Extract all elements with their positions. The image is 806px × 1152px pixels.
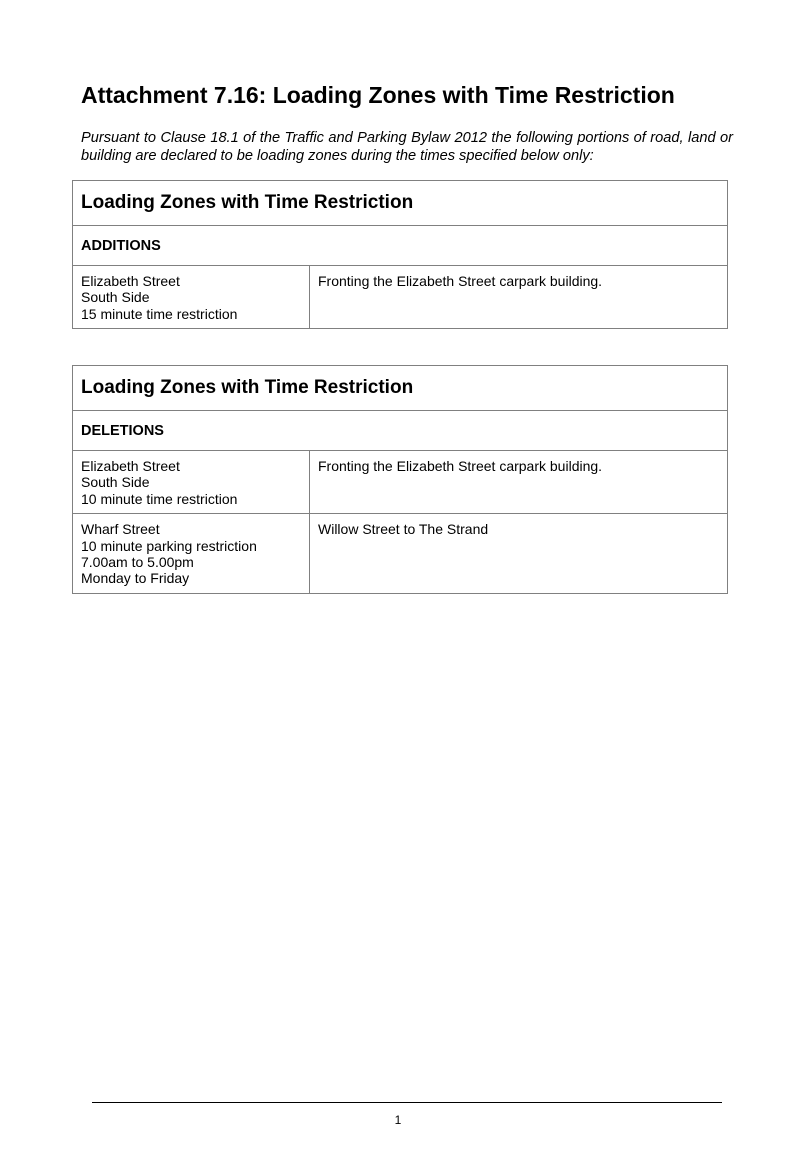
table-heading-row: [73, 366, 728, 411]
section-label-additions: ADDITIONS: [73, 226, 728, 266]
location-line: South Side: [81, 289, 150, 306]
table-row: [73, 451, 728, 514]
description-cell: [310, 514, 728, 594]
description-text: Fronting the Elizabeth Street carpark building.: [318, 458, 603, 474]
table-heading: Loading Zones with Time Restriction: [73, 181, 728, 226]
description-text: Willow Street to The Strand: [318, 521, 489, 538]
table-heading-row: [73, 181, 728, 226]
location-line: 10 minute parking restriction: [81, 537, 257, 554]
section-label-deletions: DELETIONS: [73, 411, 728, 451]
section-row: [73, 226, 728, 266]
deletions-table: [72, 365, 728, 594]
location-line: 15 minute time restriction: [81, 305, 238, 322]
description-text: Fronting the Elizabeth Street carpark building.: [318, 273, 603, 289]
page-number: 1: [394, 1113, 402, 1127]
location-line: 7.00am to 5.00pm: [81, 554, 194, 571]
additions-table: [72, 180, 728, 329]
location-cell: [73, 514, 310, 594]
intro-paragraph: Pursuant to Clause 18.1 of the Traffic and Parking Bylaw 2012 the following portions of road, land or building are declared to be loading zones during the times specified below only:: [81, 130, 733, 164]
table-row: [73, 514, 728, 594]
location-line: 10 minute time restriction: [81, 490, 238, 507]
page-title: Attachment 7.16: Loading Zones with Time Restriction: [81, 82, 675, 108]
location-line: Wharf Street: [81, 521, 160, 538]
description-cell: [310, 451, 728, 514]
description-cell: [310, 266, 728, 329]
table-row: [73, 266, 728, 329]
section-row: [73, 411, 728, 451]
location-line: South Side: [81, 474, 150, 491]
location-cell: [73, 451, 310, 514]
location-line: Monday to Friday: [81, 570, 190, 587]
footer-divider: [92, 1102, 722, 1103]
location-cell: [73, 266, 310, 329]
location-line: Elizabeth Street: [81, 273, 180, 289]
table-heading: Loading Zones with Time Restriction: [73, 366, 728, 411]
location-line: Elizabeth Street: [81, 458, 180, 474]
